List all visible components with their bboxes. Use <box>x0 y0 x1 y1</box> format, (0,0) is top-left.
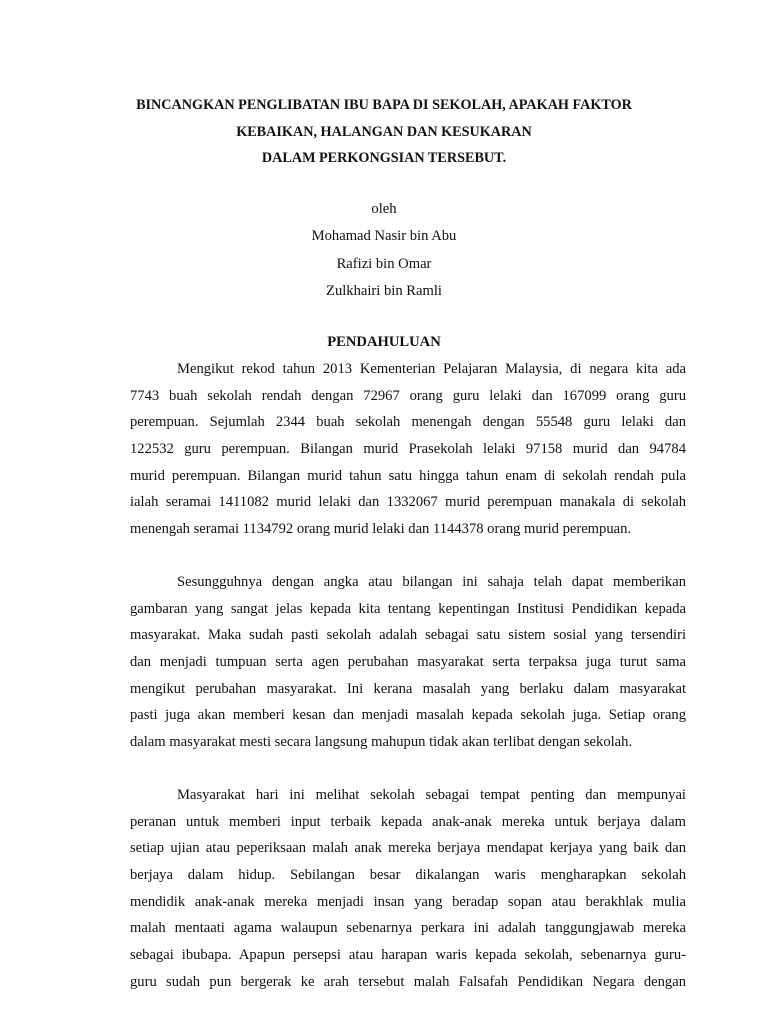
paragraph-line: gambaran yang sangat jelas kepada kita tentang kepentingan Institusi Pendidikan kepada <box>130 600 686 617</box>
section-heading: PENDAHULUAN <box>327 334 441 350</box>
paragraph-line: mengikut perubahan masyarakat. Ini kerana masalah yang berlaku dalam masyarakat <box>130 680 686 697</box>
document-title <box>110 92 658 172</box>
paragraph-line: sebagai ibubapa. Apapun persepsi atau harapan waris kepada sekolah, sebenarnya guru- <box>130 946 686 963</box>
byline <box>110 196 658 305</box>
paragraph-line: Masyarakat hari ini melihat sekolah sebagai tempat penting dan mempunyai <box>177 787 686 803</box>
paragraph-line: malah mentaati agama walaupun sebenarnya perkara ini adalah tanggungjawab mereka <box>130 920 686 937</box>
paragraph-line: menengah seramai 1134792 orang murid lelaki dan 1144378 orang murid perempuan. <box>130 520 632 537</box>
author-name: Mohamad Nasir bin Abu <box>311 228 457 245</box>
by-label: oleh <box>371 201 397 217</box>
paragraph-line: ialah seramai 1411082 murid lelaki dan 1332067 murid perempuan manakala di sekolah <box>130 494 686 511</box>
title-line: DALAM PERKONGSIAN TERSEBUT. <box>261 150 507 166</box>
author-name: Rafizi bin Omar <box>336 255 432 272</box>
paragraph-line: peranan untuk memberi input terbaik kepada anak-anak mereka untuk berjaya dalam <box>130 813 686 830</box>
paragraph-line: dan menjadi tumpuan serta agen perubahan masyarakat serta terpaksa juga turut sama <box>130 653 686 670</box>
title-line: BINCANGKAN PENGLIBATAN IBU BAPA DI SEKOLAH, APAKAH FAKTOR <box>136 97 632 113</box>
paragraph <box>130 356 686 543</box>
paragraph-line: 122532 guru perempuan. Bilangan murid Prasekolah lelaki 97158 murid dan 94784 <box>130 440 686 457</box>
paragraph <box>130 782 686 995</box>
paragraph-line: Mengikut rekod tahun 2013 Kementerian Pelajaran Malaysia, di negara kita ada <box>177 361 686 377</box>
paragraph-line: pasti juga akan memberi kesan dan menjadi masalah kepada sekolah juga. Setiap orang <box>130 707 686 724</box>
paragraph-line: Sesungguhnya dengan angka atau bilangan ini sahaja telah dapat memberikan <box>177 574 686 590</box>
paragraph-line: guru sudah pun bergerak ke arah tersebut malah Falsafah Pendidikan Negara dengan <box>130 973 686 990</box>
paragraph-line: perempuan. Sejumlah 2344 buah sekolah menengah dengan 55548 guru lelaki dan <box>130 414 686 431</box>
paragraph-line: masyarakat. Maka sudah pasti sekolah adalah sebagai satu sistem sosial yang tersendiri <box>130 627 686 644</box>
paragraph <box>130 569 686 756</box>
paragraph-line: dalam masyarakat mesti secara langsung mahupun tidak akan terlibat dengan sekolah. <box>130 733 633 750</box>
author-name: Zulkhairi bin Ramli <box>326 282 442 299</box>
paragraph-line: murid perempuan. Bilangan murid tahun satu hingga tahun enam di sekolah rendah pula <box>130 467 686 484</box>
paragraph-line: berjaya dalam hidup. Sebilangan besar dikalangan waris mengharapkan sekolah <box>130 866 686 883</box>
paragraph-line: 7743 buah sekolah rendah dengan 72967 orang guru lelaki dan 167099 orang guru <box>130 387 686 404</box>
title-line: KEBAIKAN, HALANGAN DAN KESUKARAN <box>236 123 532 140</box>
paragraph-line: setiap ujian atau peperiksaan malah anak mereka berjaya mendapat kerjaya yang baik dan <box>130 840 686 857</box>
paragraph-line: mendidik anak-anak mereka menjadi insan yang beradap sopan atau berakhlak mulia <box>130 893 686 910</box>
